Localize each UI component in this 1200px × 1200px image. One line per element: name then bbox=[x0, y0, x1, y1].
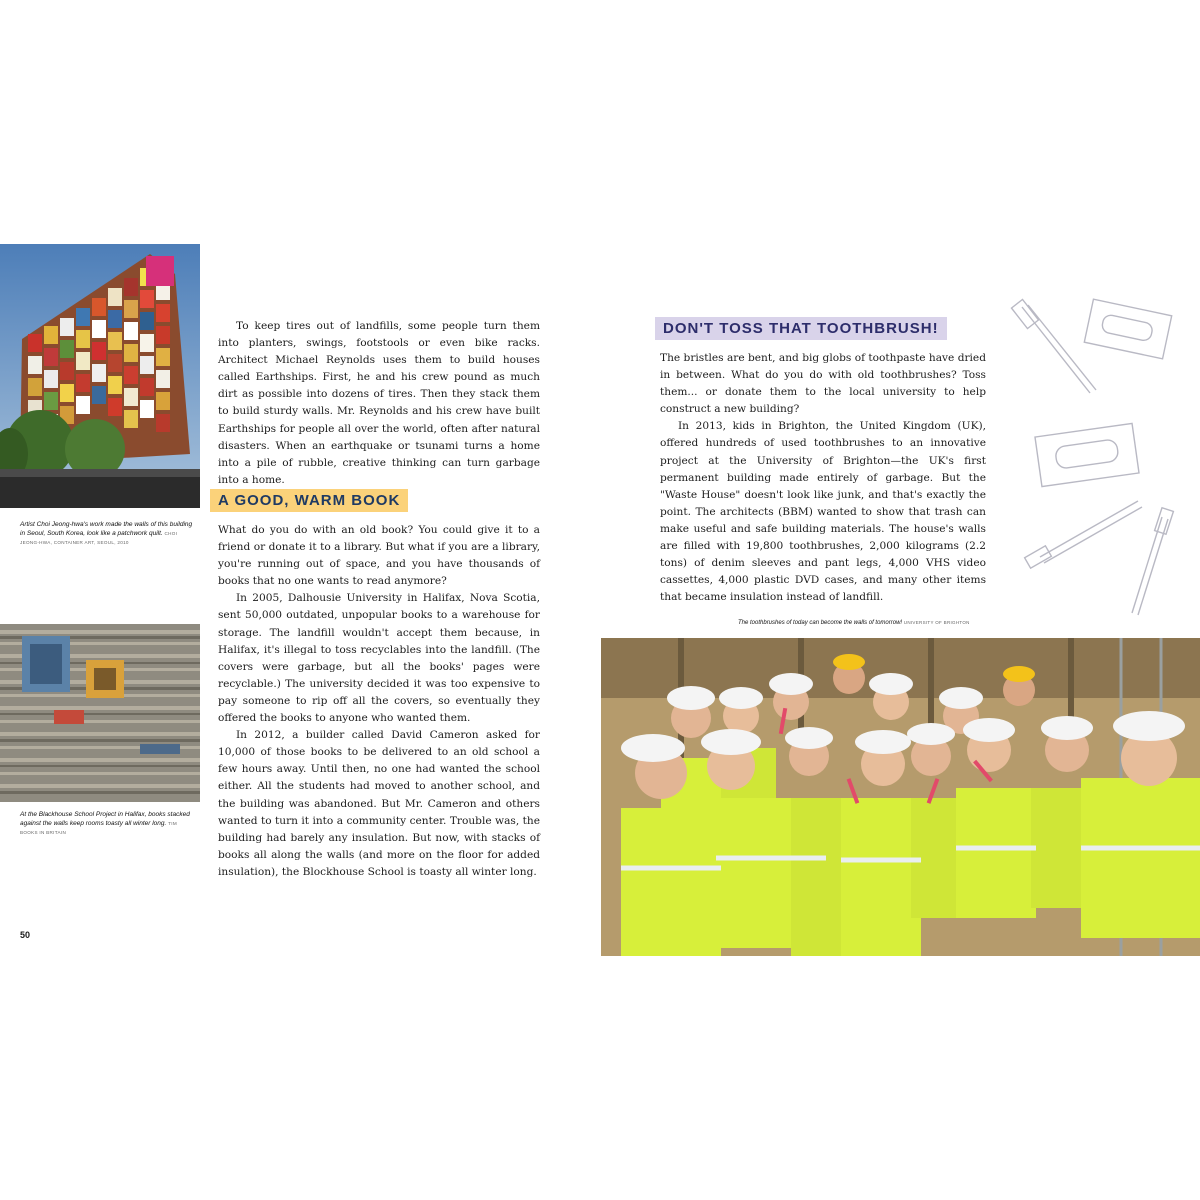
toothbrush-heading-text: DON'T TOSS THAT TOOTHBRUSH! bbox=[655, 317, 947, 340]
kids-photo-caption bbox=[738, 620, 970, 626]
toothbrush-section-text bbox=[660, 350, 986, 606]
building-caption-credit: CHOI JEONG-HWA, CONTAINER ART, SEOUL, 2010 bbox=[20, 531, 178, 545]
book-paragraph: In 2005, Dalhousie University in Halifax, Nova Scotia, sent 50,000 outdated, unpopular books to a warehouse for storage. The landfill wouldn't accept them because, in Halifax, it's illegal to toss recyclables into the landfill. (The covers were garbage, but all the books' pages were recyclable.) The university decided it was too expensive to pay someone to rip off all the covers, so eventually they offered the books to anyone who wanted them. bbox=[218, 592, 540, 725]
toothbrush-paragraph: The bristles are bent, and big globs of toothpaste have dried in between. What do you do with old toothbrushes? Toss them... or donate them to the local university to help construct a new building? bbox=[660, 352, 986, 416]
intro-paragraph: To keep tires out of landfills, some people turn them into planters, swings, footstools or even bike racks. Architect Michael Reynolds uses them to build houses called Earthships. First, he and his crew pound as much dirt as possible into dozens of tires. Then they stack them to build sturdy walls. Mr. Reynolds and his crew have built Earthships for people all over the world, often after natural disasters. When an earthquake or tsunami turns a home into a pile of rubble, creative thinking can turn garbage into a home. bbox=[218, 320, 540, 486]
building-caption bbox=[20, 520, 195, 547]
kids-caption-text: The toothbrushes of today can become the walls of tomorrow! bbox=[738, 620, 903, 626]
book-section-heading bbox=[210, 489, 408, 512]
building-photo bbox=[0, 244, 200, 508]
book-paragraph: In 2012, a builder called David Cameron asked for 10,000 of those books to be delivered to an old school a few hours away. Until then, no one had wanted the school either. All the students had moved to another school, and the building was abandoned. But Mr. Cameron and others wanted to turn it into a community center. Trouble was, the building had barely any insulation. But now, with stacks of books all along the walls (and more on the floor for added insulation), the Blockhouse School is toasty all winter long. bbox=[218, 729, 540, 878]
book-wall-caption-text: At the Blackhouse School Project in Halifax, books stacked against the walls keep rooms toasty all winter long. bbox=[20, 811, 190, 827]
book-wall-caption-credit: TIM BOOKS IN BRITAIN bbox=[20, 821, 177, 835]
toothbrush-sketch-icon bbox=[1011, 299, 1096, 393]
toothbrush-sketch-icon bbox=[1025, 501, 1142, 568]
toothbrush-paragraph: In 2013, kids in Brighton, the United Kingdom (UK), offered hundreds of used toothbrushes to an innovative project at the University of Brighton—the UK's first permanent building made entirely of garbage. But the "Waste House" doesn't look like junk, and that's exactly the point. The architects (BBM) wanted to show that trash can make useful and safe building materials. The house's walls are filled with 19,800 toothbrushes, 2,000 kilograms (2.2 tons) of denim sleeves and pant legs, 4,000 VHS video cassettes, 4,000 plastic DVD cases, and many other items that became insulation instead of landfill. bbox=[660, 420, 986, 604]
building-caption-text: Artist Choi Jeong-hwa's work made the walls of this building in Seoul, South Korea, look like a patchwork quilt. bbox=[20, 521, 193, 537]
book-wall-photo bbox=[0, 624, 200, 802]
book-section-text bbox=[218, 522, 540, 881]
kids-caption-credit: UNIVERSITY OF BRIGHTON bbox=[903, 620, 970, 625]
cassette-sketch-icon bbox=[1084, 299, 1171, 359]
kids-illustration bbox=[601, 638, 1200, 956]
book-wall-caption bbox=[20, 810, 195, 837]
book-wall-illustration bbox=[0, 624, 200, 802]
toothbrush-sketch-icon bbox=[1132, 508, 1173, 615]
building-illustration bbox=[0, 244, 200, 508]
sketch-decorations bbox=[1000, 295, 1200, 625]
cassette-sketch-icon bbox=[1035, 423, 1139, 486]
page-number: 50 bbox=[20, 930, 31, 940]
book-paragraph: What do you do with an old book? You could give it to a friend or donate it to a library. But what if you are a library, you're running out of space, and you have thousands of books that no one wants to read anymore? bbox=[218, 524, 540, 588]
intro-text-block bbox=[218, 318, 540, 489]
book-heading-text: A GOOD, WARM BOOK bbox=[210, 489, 408, 512]
kids-toothbrush-photo bbox=[601, 638, 1200, 956]
toothbrush-section-heading bbox=[655, 317, 947, 340]
